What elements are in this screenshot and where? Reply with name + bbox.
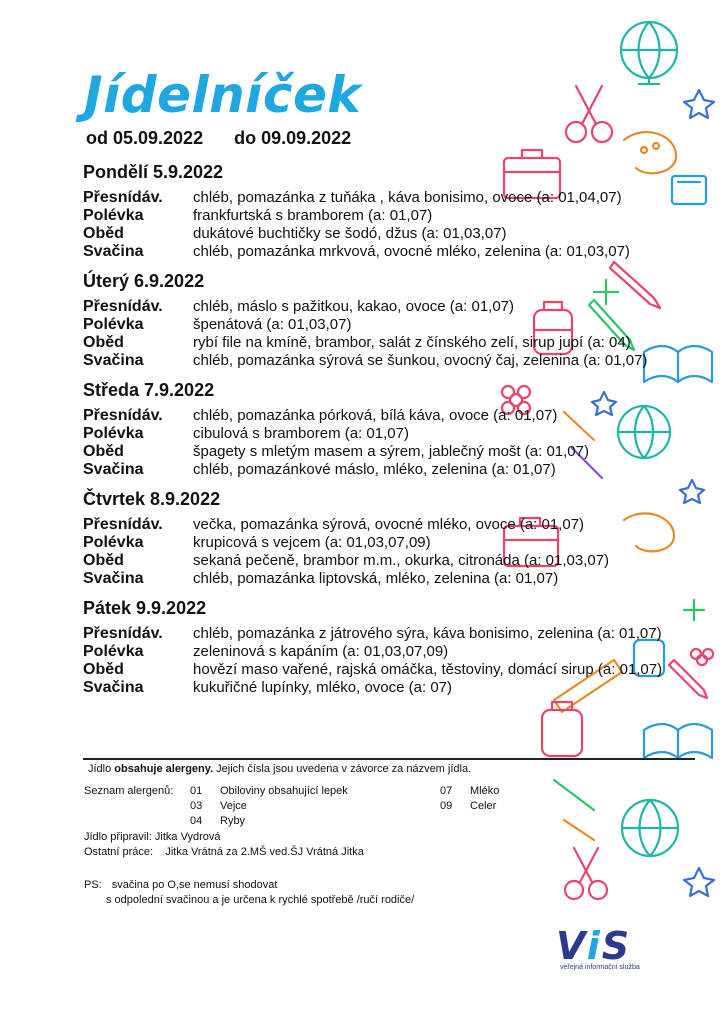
meal-label: Svačina bbox=[83, 679, 144, 696]
meal-text: zeleninová s kapáním (a: 01,03,07,09) bbox=[193, 643, 449, 660]
day-block bbox=[83, 271, 703, 370]
meal-text: chléb, pomazánka pórková, bílá káva, ovoce (a: 01,07) bbox=[193, 407, 558, 424]
other-work-line: Ostatní práce: Jitka Vrátná za 2.MŠ ved.ŠJ Vrátná Jitka bbox=[84, 846, 364, 858]
meal-label: Oběd bbox=[83, 552, 124, 569]
meal-text: večka, pomazánka sýrová, ovocné mléko, ovoce (a: 01,07) bbox=[193, 516, 585, 533]
meal-text: hovězí maso vařené, rajská omáčka, těstoviny, domácí sirup (a: 01,07) bbox=[193, 661, 663, 678]
meal-text: cibulová s bramborem (a: 01,07) bbox=[193, 425, 409, 442]
meal-label: Přesnídáv. bbox=[83, 407, 163, 424]
meal-label: Přesnídáv. bbox=[83, 298, 163, 315]
meal-label: Svačina bbox=[83, 461, 144, 478]
meal-text: dukátové buchtičky se šodó, džus (a: 01,03,07) bbox=[193, 225, 507, 242]
meal-text: sekaná pečeně, brambor m.m., okurka, citronáda (a: 01,03,07) bbox=[193, 552, 610, 569]
meal-label: Polévka bbox=[83, 643, 144, 660]
meal-row bbox=[83, 352, 703, 370]
crayon-icon bbox=[554, 780, 594, 810]
ps-label: PS: bbox=[84, 879, 102, 891]
crayon-icon bbox=[564, 820, 594, 840]
day-title: Pondělí 5.9.2022 bbox=[83, 162, 224, 182]
day-title: Pátek 9.9.2022 bbox=[83, 598, 207, 618]
meal-row bbox=[83, 516, 703, 534]
allergen-item: 01 Obiloviny obsahující lepek bbox=[190, 785, 348, 797]
meal-row bbox=[83, 243, 703, 261]
allergen-note-suffix: Jejich čísla jsou uvedena v závorce za názvem jídla. bbox=[213, 763, 472, 775]
day-title: Úterý 6.9.2022 bbox=[83, 271, 205, 291]
meal-label: Polévka bbox=[83, 425, 144, 442]
meal-label: Svačina bbox=[83, 243, 144, 260]
meal-text: špagety s mletým masem a sýrem, jablečný mošt (a: 01,07) bbox=[193, 443, 589, 460]
meal-label: Oběd bbox=[83, 443, 124, 460]
allergen-note bbox=[88, 762, 471, 777]
page-title: Jídelníček bbox=[84, 66, 362, 124]
meal-label: Polévka bbox=[83, 534, 144, 551]
star-icon bbox=[684, 90, 714, 118]
meal-row bbox=[83, 225, 703, 243]
date-to: do 09.09.2022 bbox=[234, 128, 352, 148]
meal-label: Polévka bbox=[83, 207, 144, 224]
meal-text: kukuřičné lupínky, mléko, ovoce (a: 07) bbox=[193, 679, 453, 696]
meal-row bbox=[83, 298, 703, 316]
vis-logo: ViS veřejná informační služba bbox=[556, 924, 676, 971]
date-from: od 05.09.2022 bbox=[86, 128, 204, 148]
logo-subtitle: veřejná informační služba bbox=[560, 964, 640, 971]
day-block bbox=[83, 380, 703, 479]
day-block bbox=[83, 598, 703, 697]
backpack-icon bbox=[542, 702, 582, 756]
meal-label: Svačina bbox=[83, 570, 144, 587]
meal-text: chléb, pomazánka z játrového sýra, káva bonisimo, zelenina (a: 01,07) bbox=[193, 625, 662, 642]
meal-row bbox=[83, 443, 703, 461]
ps-note bbox=[84, 878, 414, 908]
meal-text: krupicová s vejcem (a: 01,03,07,09) bbox=[193, 534, 431, 551]
scissors-icon bbox=[565, 848, 607, 899]
date-range bbox=[86, 128, 377, 149]
scissors-icon bbox=[566, 86, 612, 142]
meal-row bbox=[83, 643, 703, 661]
book-icon bbox=[644, 724, 712, 758]
divider bbox=[83, 758, 695, 760]
allergen-item: 07 Mléko bbox=[440, 785, 500, 797]
allergen-list-label: Seznam alergenů: bbox=[84, 785, 174, 797]
ps-line1: svačina po O,se nemusí shodovat bbox=[111, 879, 278, 891]
meal-label: Přesnídáv. bbox=[83, 625, 163, 642]
meal-text: rybí file na kmíně, brambor, salát z čínského zelí, sirup jupí (a: 04) bbox=[193, 334, 631, 351]
globe-icon bbox=[622, 800, 678, 856]
meal-row bbox=[83, 625, 703, 643]
meal-text: chléb, máslo s pažitkou, kakao, ovoce (a: 01,07) bbox=[193, 298, 515, 315]
meal-row bbox=[83, 407, 703, 425]
meal-label: Svačina bbox=[83, 352, 144, 369]
allergen-item: 03 Vejce bbox=[190, 800, 247, 812]
star-icon bbox=[684, 868, 714, 896]
meal-label: Polévka bbox=[83, 316, 144, 333]
meal-row bbox=[83, 316, 703, 334]
meal-row bbox=[83, 534, 703, 552]
meal-label: Přesnídáv. bbox=[83, 189, 163, 206]
meal-row bbox=[83, 334, 703, 352]
meal-text: frankfurtská s bramborem (a: 01,07) bbox=[193, 207, 433, 224]
meal-label: Přesnídáv. bbox=[83, 516, 163, 533]
meal-text: chléb, pomazánkové máslo, mléko, zelenina (a: 01,07) bbox=[193, 461, 556, 478]
meal-row bbox=[83, 679, 703, 697]
meal-row bbox=[83, 661, 703, 679]
meal-row bbox=[83, 552, 703, 570]
meal-row bbox=[83, 461, 703, 479]
cook-line: Jídlo připravil: Jitka Vydrová bbox=[84, 831, 221, 843]
meal-row bbox=[83, 207, 703, 225]
day-title: Středa 7.9.2022 bbox=[83, 380, 215, 400]
meal-text: chléb, pomazánka liptovská, mléko, zelenina (a: 01,07) bbox=[193, 570, 559, 587]
meal-label: Oběd bbox=[83, 225, 124, 242]
globe-icon bbox=[621, 22, 677, 84]
day-block bbox=[83, 489, 703, 588]
allergen-item: 09 Celer bbox=[440, 800, 497, 812]
meal-text: chléb, pomazánka sýrová se šunkou, ovocný čaj, zelenina (a: 01,07) bbox=[193, 352, 648, 369]
day-title: Čtvrtek 8.9.2022 bbox=[83, 489, 221, 509]
meal-row bbox=[83, 570, 703, 588]
allergen-note-prefix: Jídlo bbox=[88, 763, 115, 775]
allergen-item: 04 Ryby bbox=[190, 815, 246, 827]
meal-row bbox=[83, 189, 703, 207]
weekly-menu bbox=[83, 158, 703, 707]
staff-info bbox=[84, 830, 364, 860]
allergen-note-bold: obsahuje alergeny. bbox=[114, 763, 214, 775]
meal-text: chléb, pomazánka z tuňáka , káva bonisimo, ovoce (a: 01,04,07) bbox=[193, 189, 622, 206]
meal-label: Oběd bbox=[83, 661, 124, 678]
meal-text: špenátová (a: 01,03,07) bbox=[193, 316, 352, 333]
meal-text: chléb, pomazánka mrkvová, ovocné mléko, zelenina (a: 01,03,07) bbox=[193, 243, 630, 260]
meal-label: Oběd bbox=[83, 334, 124, 351]
day-block bbox=[83, 162, 703, 261]
meal-row bbox=[83, 425, 703, 443]
ps-line2: s odpolední svačinou a je určena k rychlé spotřebě /ručí rodiče/ bbox=[106, 894, 415, 906]
